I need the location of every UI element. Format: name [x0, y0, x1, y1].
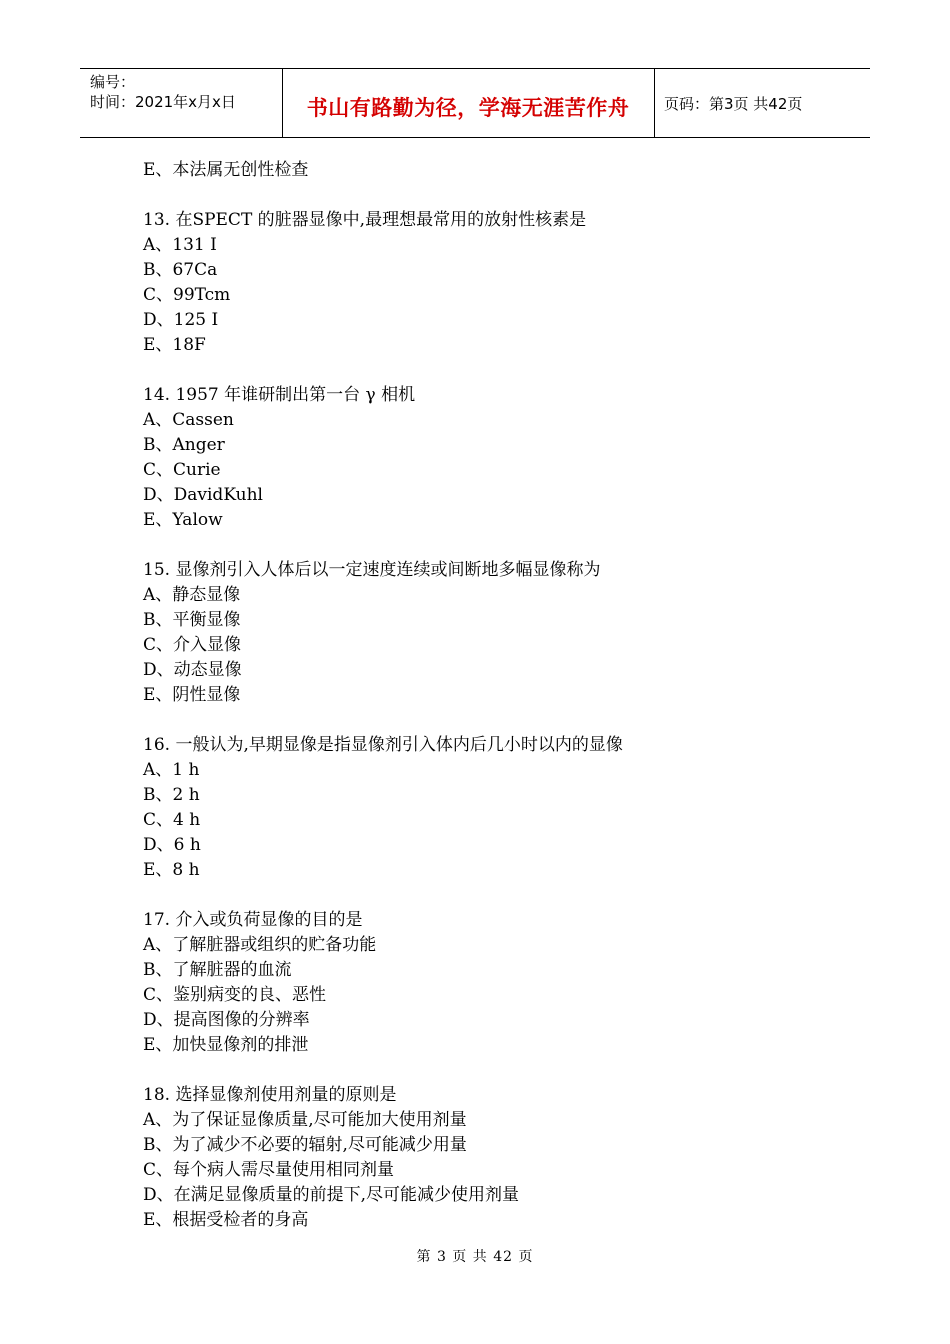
answer-option: C、99Tcm — [143, 285, 231, 305]
answer-option: E、根据受检者的身高 — [143, 1210, 309, 1230]
answer-option: C、4 h — [143, 810, 201, 830]
answer-option: C、Curie — [143, 460, 221, 480]
page-header — [80, 68, 870, 138]
answer-option: B、Anger — [143, 435, 225, 455]
answer-option: D、DavidKuhl — [143, 485, 263, 505]
question-stem: 13. 在SPECT 的脏器显像中,最理想最常用的放射性核素是 — [143, 210, 587, 230]
answer-option: C、鉴别病变的良、恶性 — [143, 985, 327, 1005]
answer-option: A、Cassen — [143, 410, 234, 430]
question-stem: 15. 显像剂引入人体后以一定速度连续或间断地多幅显像称为 — [143, 560, 601, 580]
answer-option: B、为了减少不必要的辐射,尽可能减少用量 — [143, 1135, 467, 1155]
answer-option: D、提高图像的分辨率 — [143, 1010, 310, 1030]
answer-option: D、6 h — [143, 835, 201, 855]
answer-option: A、1 h — [143, 760, 200, 780]
answer-option: D、动态显像 — [143, 660, 242, 680]
blank-line — [143, 358, 843, 383]
blank-line — [143, 183, 843, 208]
document-number-label: 编号： — [90, 73, 136, 91]
answer-option: C、每个病人需尽量使用相同剂量 — [143, 1160, 395, 1180]
header-motto: 书山有路勤为径，学海无涯苦作舟 — [306, 96, 630, 120]
blank-line — [143, 883, 843, 908]
question-stem: 14. 1957 年谁研制出第一台 γ 相机 — [143, 385, 416, 405]
blank-line — [143, 708, 843, 733]
answer-option: B、67Ca — [143, 260, 218, 280]
answer-option: A、静态显像 — [143, 585, 241, 605]
header-info-cell — [80, 69, 283, 137]
answer-option: E、加快显像剂的排泄 — [143, 1035, 309, 1055]
answer-option: E、8 h — [143, 860, 200, 880]
answer-option: E、Yalow — [143, 510, 223, 530]
question-stem: 18. 选择显像剂使用剂量的原则是 — [143, 1085, 397, 1105]
answer-option: A、了解脏器或组织的贮备功能 — [143, 935, 377, 955]
answer-option: A、为了保证显像质量,尽可能加大使用剂量 — [143, 1110, 467, 1130]
header-motto-cell — [282, 69, 655, 137]
document-time-label: 时间：2021年x月x日 — [90, 93, 236, 111]
answer-option: A、131 I — [143, 235, 217, 255]
answer-option: B、了解脏器的血流 — [143, 960, 292, 980]
question-stem: 17. 介入或负荷显像的目的是 — [143, 910, 363, 930]
answer-option: D、125 I — [143, 310, 219, 330]
answer-option: B、2 h — [143, 785, 200, 805]
answer-option: E、本法属无创性检查 — [143, 160, 309, 180]
header-page-cell — [654, 69, 870, 137]
answer-option: B、平衡显像 — [143, 610, 241, 630]
answer-option: C、介入显像 — [143, 635, 242, 655]
page-footer: 第 3 页 共 42 页 — [416, 1249, 534, 1265]
blank-line — [143, 1058, 843, 1083]
question-content — [143, 158, 843, 1233]
question-stem: 16. 一般认为,早期显像是指显像剂引入体内后几小时以内的显像 — [143, 735, 623, 755]
answer-option: D、在满足显像质量的前提下,尽可能减少使用剂量 — [143, 1185, 520, 1205]
answer-option: E、阴性显像 — [143, 685, 241, 705]
blank-line — [143, 533, 843, 558]
header-page-number: 页码：第3页 共42页 — [664, 95, 803, 113]
answer-option: E、18F — [143, 335, 206, 355]
